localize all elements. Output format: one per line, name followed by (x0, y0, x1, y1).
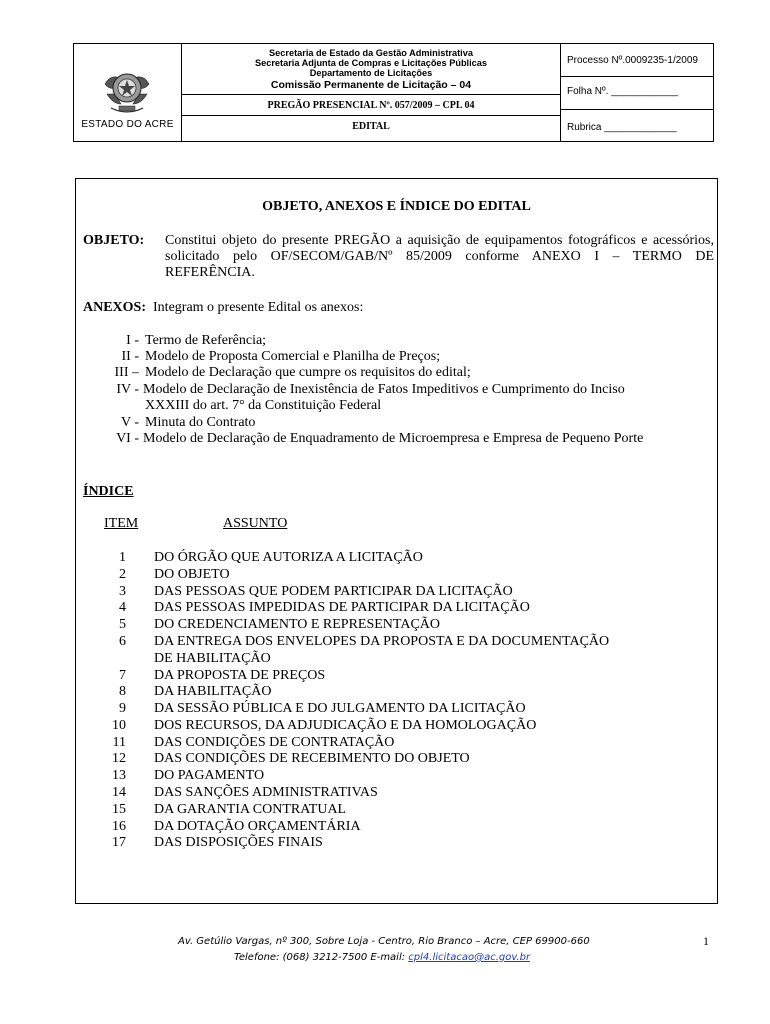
indice-item-text: DO OBJETO (154, 567, 230, 582)
indice-item-number: 9 (119, 701, 126, 716)
processo-number: Processo Nº.0009235-1/2009 (567, 55, 698, 66)
indice-item-text: DA HABILITAÇÃO (154, 684, 272, 699)
indice-item-number: 16 (112, 819, 126, 834)
footer-address: Av. Getúlio Vargas, nº 300, Sobre Loja - Centro, Rio Branco – Acre, CEP 69900-660 (178, 936, 590, 947)
anexos-heading (83, 300, 363, 316)
anexo-number: III – (114, 365, 139, 380)
anexos-label: ANEXOS: (83, 300, 147, 315)
indice-item-number: 10 (112, 718, 126, 733)
header-divider (182, 115, 560, 116)
footer-email-link[interactable]: cpl4.licitacao@ac.gov.br (408, 952, 531, 963)
anexo-number: IV - (116, 382, 139, 397)
rubrica-field: Rubrica _____________ (567, 122, 677, 133)
indice-item-text: DO ÓRGÃO QUE AUTORIZA A LICITAÇÃO (154, 550, 423, 565)
header-line-4: Comissão Permanente de Licitação – 04 (270, 79, 472, 91)
header-line-3: Departamento de Licitações (309, 68, 433, 78)
content-box (75, 178, 718, 904)
indice-item-text: DAS PESSOAS IMPEDIDAS DE PARTICIPAR DA LICITAÇÃO (154, 600, 530, 615)
indice-item-text: DA ENTREGA DOS ENVELOPES DA PROPOSTA E DA DOCUMENTAÇÃO (154, 634, 610, 649)
indice-item-number: 7 (119, 668, 126, 683)
anexo-text: Modelo de Proposta Comercial e Planilha de Preços; (145, 349, 441, 364)
indice-item-number: 6 (119, 634, 126, 649)
section-title: OBJETO, ANEXOS E ÍNDICE DO EDITAL (262, 199, 531, 214)
indice-item-text: DA DOTAÇÃO ORÇAMENTÁRIA (154, 819, 361, 834)
indice-item-number: 13 (112, 768, 126, 783)
indice-item-text: DAS CONDIÇÕES DE CONTRATAÇÃO (154, 735, 395, 750)
indice-item-text: DOS RECURSOS, DA ADJUDICAÇÃO E DA HOMOLOGAÇÃO (154, 718, 537, 733)
indice-item-number: 3 (119, 584, 126, 599)
anexo-text: Modelo de Declaração de Enquadramento de Microempresa e Empresa de Pequeno Porte (143, 431, 644, 446)
indice-item-number: 8 (119, 684, 126, 699)
edital-title: EDITAL (352, 121, 390, 132)
indice-item-text: DA SESSÃO PÚBLICA E DO JULGAMENTO DA LICITAÇÃO (154, 701, 526, 716)
anexo-text: Modelo de Declaração de Inexistência de Fatos Impeditivos e Cumprimento do Inciso (143, 382, 625, 397)
state-seal-icon (101, 64, 153, 116)
indice-item-text: DO PAGAMENTO (154, 768, 265, 783)
anexo-text: Modelo de Declaração que cumpre os requisitos do edital; (145, 365, 471, 380)
pregao-title: PREGÃO PRESENCIAL Nº. 057/2009 – CPL 04 (267, 100, 475, 111)
anexo-number: VI - (116, 431, 139, 446)
header-line-1: Secretaria de Estado da Gestão Administrativa (269, 48, 473, 58)
indice-item-text: DAS DISPOSIÇÕES FINAIS (154, 835, 323, 850)
objeto-label: OBJETO: (83, 233, 145, 248)
state-name: ESTADO DO ACRE (81, 119, 174, 130)
indice-item-number: 4 (119, 600, 126, 615)
indice-item-text: DAS CONDIÇÕES DE RECEBIMENTO DO OBJETO (154, 751, 470, 766)
header-divider (182, 94, 560, 95)
item-column-header: ITEM (104, 516, 139, 531)
anexo-number: I - (126, 333, 139, 348)
indice-item-text: DAS PESSOAS QUE PODEM PARTICIPAR DA LICITAÇÃO (154, 584, 513, 599)
anexo-text: Minuta do Contrato (145, 415, 256, 430)
indice-item-number: 2 (119, 567, 126, 582)
header-divider (561, 76, 713, 77)
header-divider (561, 109, 713, 110)
indice-item-text: DA GARANTIA CONTRATUAL (154, 802, 347, 817)
anexo-number: II - (121, 349, 139, 364)
header-center-cell (182, 44, 561, 141)
anexo-text-continued: XXXIII do art. 7° da Constituição Federal (145, 398, 382, 413)
anexos-intro: Integram o presente Edital os anexos: (153, 300, 364, 315)
footer-phone: Telefone: (068) 3212-7500 E-mail: (234, 952, 406, 963)
header-right-cell (561, 44, 713, 141)
indice-item-number: 1 (119, 550, 126, 565)
footer-contact (234, 952, 530, 963)
indice-item-number: 12 (112, 751, 126, 766)
indice-item-text-continued: DE HABILITAÇÃO (154, 651, 271, 666)
indice-item-text: DA PROPOSTA DE PREÇOS (154, 668, 326, 683)
anexo-text: Termo de Referência; (145, 333, 267, 348)
objeto-text: Constitui objeto do presente PREGÃO a aquisição de equipamentos fotográficos e acessórios, solicitado pelo OF/SECOM/GAB/Nº 85/2009 conforme ANEXO I – TERMO DE REFERÊNCIA. (165, 233, 714, 280)
assunto-column-header: ASSUNTO (223, 516, 288, 531)
indice-heading: ÍNDICE (83, 484, 134, 499)
indice-item-number: 17 (112, 835, 126, 850)
document-header (73, 43, 714, 142)
anexo-number: V - (120, 415, 139, 430)
indice-item-number: 14 (112, 785, 126, 800)
header-line-2: Secretaria Adjunta de Compras e Licitações Públicas (255, 58, 487, 68)
page-number: 1 (703, 934, 709, 948)
indice-item-text: DAS SANÇÕES ADMINISTRATIVAS (154, 785, 378, 800)
indice-item-number: 5 (119, 617, 126, 632)
indice-item-number: 11 (112, 735, 126, 750)
folha-field: Folha Nº. ____________ (567, 86, 678, 97)
indice-item-text: DO CREDENCIAMENTO E REPRESENTAÇÃO (154, 617, 441, 632)
indice-item-number: 15 (112, 802, 126, 817)
header-logo-cell (74, 44, 182, 141)
